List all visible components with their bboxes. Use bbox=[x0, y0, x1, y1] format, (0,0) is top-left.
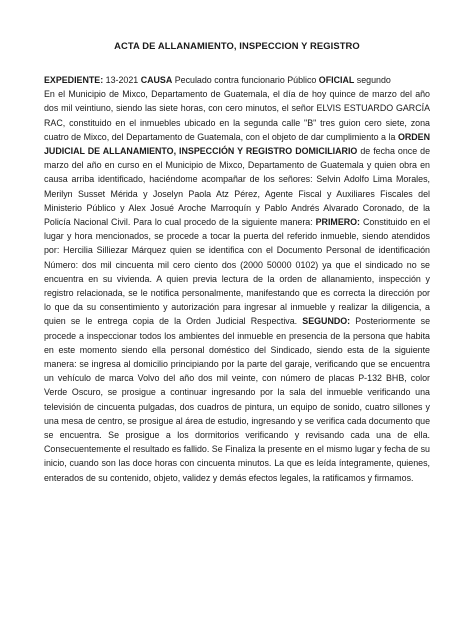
primero-label: PRIMERO: bbox=[315, 217, 360, 228]
orden-judicial-heading: ORDEN JUDICIAL DE ALLANAMIENTO, INSPECCIÓN Y REGISTRO DOMICILIARIO bbox=[44, 131, 430, 157]
causa-label: CAUSA bbox=[140, 75, 173, 85]
oficial-label: OFICIAL bbox=[318, 75, 355, 85]
paragraph-intro: En el Municipio de Mixco, Departamento de Guatemala, el día de hoy quince de marzo del año dos mil veintiuno, siendo las siete horas, con cero minutos, el señor ELVIS ESTUARDO GARCÍA RAC, constituido en el inmuebles ubicado en la segunda calle "B" tres guion cero siete, zona cuatro de Mixco, del Departamento de Guatemala, con el objeto de dar cumplimiento a la bbox=[44, 89, 430, 142]
expediente-value: 13-2021 bbox=[103, 75, 141, 85]
paragraph-participants: de fecha once de marzo del año en curso en el Municipio de Mixco, Departamento de Guatemala y quien obra en causa arriba identificado, haciéndome acompañar de los señores: Selvin Adolfo Lima Morales, Merilyn Susset Mérida y Joselyn Paola Atz Pérez, Agente Fiscal y Auxiliares Fiscales del Ministerio Público y Alex Josué Aroche Marroquín y Pablo Andrés Alvarado Coronado, de la Policía Nacional Civil. Para lo cual procedo de la siguiente manera: bbox=[44, 146, 431, 228]
expediente-label: EXPEDIENTE: bbox=[44, 75, 104, 85]
segundo-label: SEGUNDO: bbox=[302, 316, 351, 327]
paragraph-segundo: Posteriormente se procede a inspeccionar todos los ambientes del inmueble en presencia de la persona que habita en este momento siendo ella personal doméstico del Sindicado, siendo esta de la siguiente manera: se ingresa al domicilio principiando por la parte del garaje, verificando que se encuentra un vehículo de marca Volvo del año dos mil veinte, con número de placas P-132 BHB, color Verde Oscuro, se prosigue a continuar ingresando por la sala del inmueble verificando una televisión de cincuenta pulgadas, dos cuadros de pintura, un equipo de sonido, cuatro sillones y una mesa de centro, se prosigue al área de estudio, ingresando y se verifica cada documento que se encuentra. Se prosigue a los dormitorios verificando y revisando cada una de ella. Consecuentemente el resultado es fallido. Se Finaliza la presente en el mismo lugar y fecha de su inicio, cuando son las doce horas con cincuenta minutos. La que es leída íntegramente, quienes, enterados de su contenido, objeto, validez y demás efectos legales, la ratificamos y firmamos. bbox=[44, 316, 431, 483]
paragraph-primero: Constituido en el lugar y hora mencionados, se procede a tocar la puerta del referido inmueble, siendo atendidos por: Hercilia Silliezar Márquez quien se identifica con el Documento Personal de identificación Número: dos mil cincuenta mil cero ciento dos (2000 50000 0102) ya que el sindicado no se encuentra en su vivienda. A quien previa lectura de la orden de allanamiento, inspección y registro relacionada, se le notifica personalmente, manifestando que es correcta la dirección por lo que da su consentimiento y autorización para ingresar al inmueble y realizar la diligencia, a quien se le entrega copia de la Orden Judicial Respectiva. bbox=[44, 217, 431, 327]
segundo-word: segundo bbox=[354, 75, 391, 85]
causa-text: Peculado contra funcionario Público bbox=[172, 75, 319, 85]
document-body bbox=[44, 73, 430, 485]
document-title: ACTA DE ALLANAMIENTO, INSPECCION Y REGISTRO bbox=[114, 40, 360, 51]
